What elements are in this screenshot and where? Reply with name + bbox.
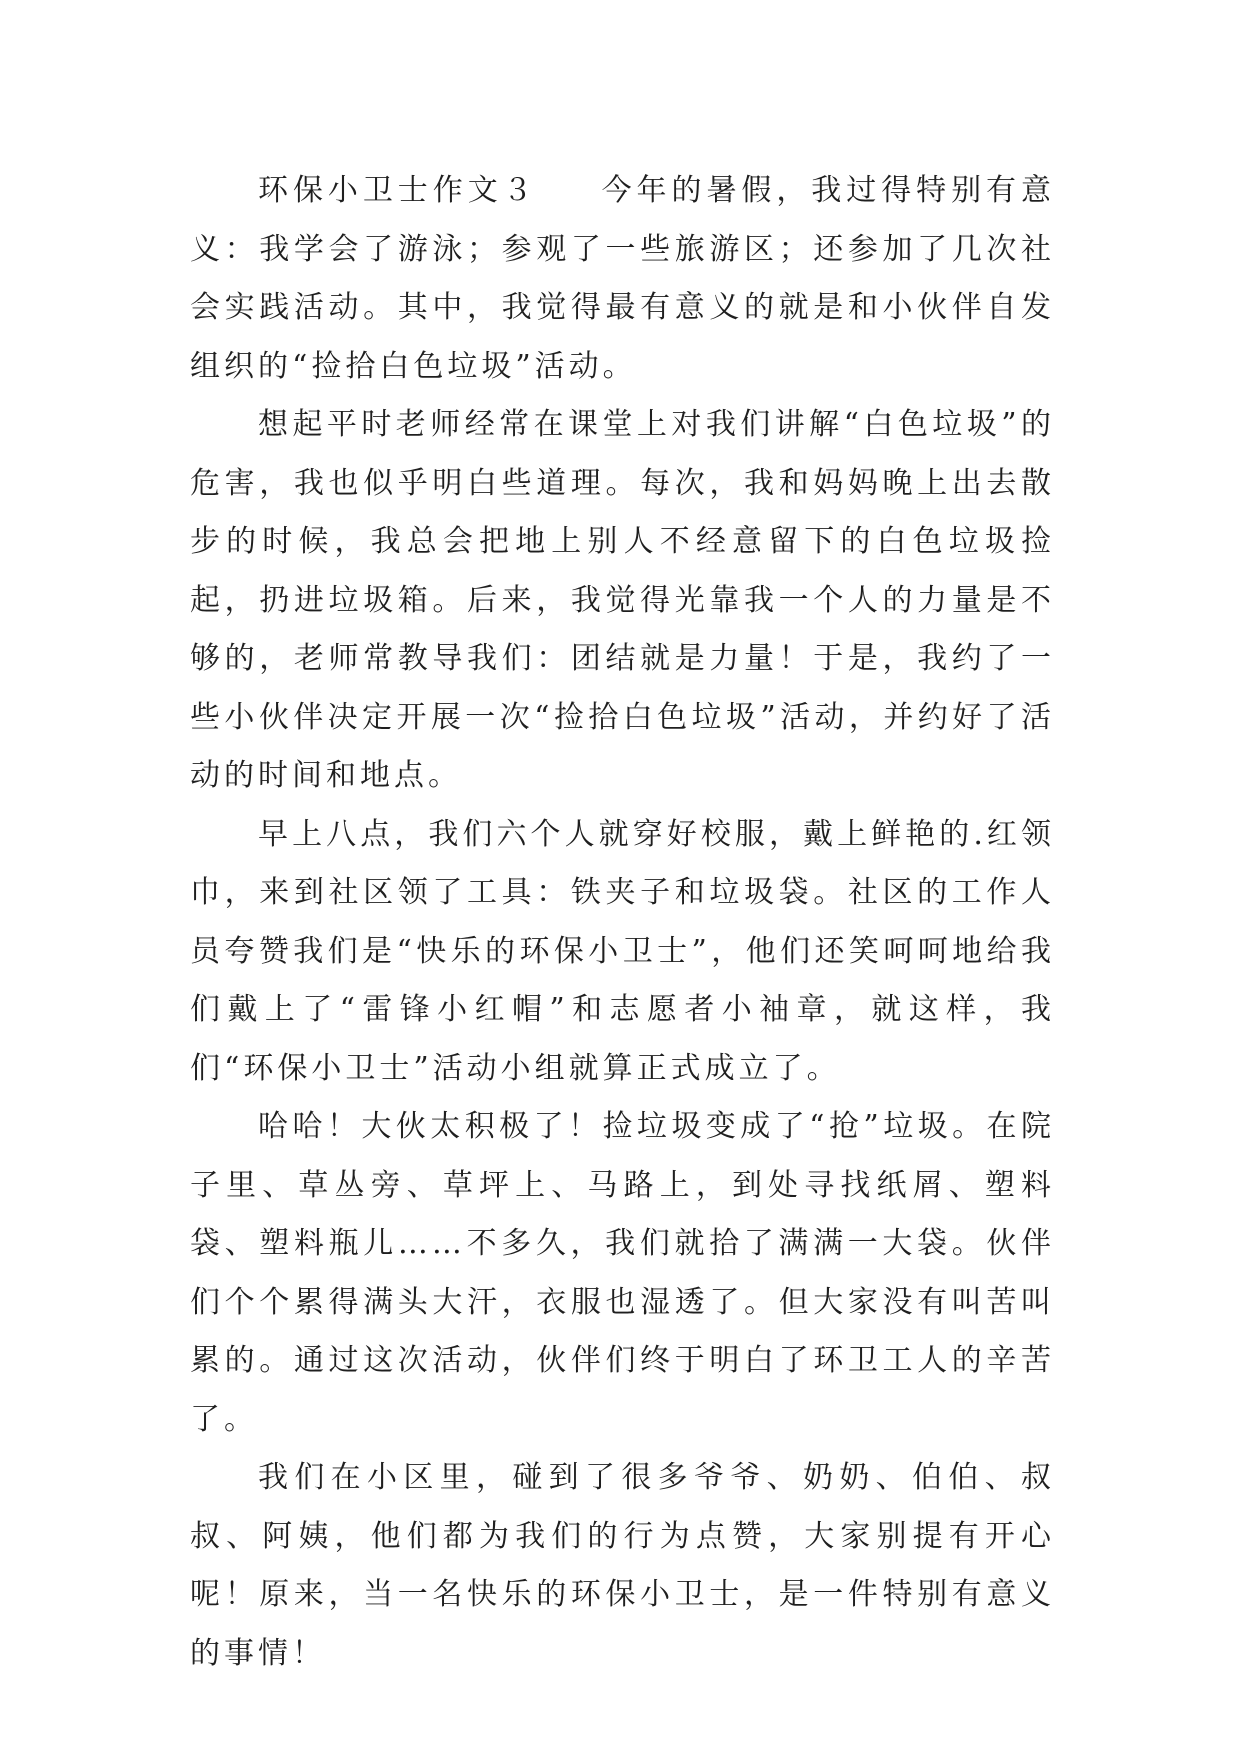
essay-paragraph-5: 我们在小区里，碰到了很多爷爷、奶奶、伯伯、叔叔、阿姨，他们都为我们的行为点赞，大家别提有开心呢！原来，当一名快乐的环保小卫士，是一件特别有意义的事情！	[190, 1460, 1055, 1671]
essay-paragraph-4: 哈哈！大伙太积极了！捡垃圾变成了“抢”垃圾。在院子里、草丛旁、草坪上、马路上，到处寻找纸屑、塑料袋、塑料瓶儿……不多久，我们就拾了满满一大袋。伙伴们个个累得满头大汗，衣服也湿透了。但大家没有叫苦叫累的。通过这次活动，伙伴们终于明白了环卫工人的辛苦了。	[190, 1109, 1055, 1437]
essay-paragraph-2: 想起平时老师经常在课堂上对我们讲解“白色垃圾”的危害，我也似乎明白些道理。每次，我和妈妈晚上出去散步的时候，我总会把地上别人不经意留下的白色垃圾捡起，扔进垃圾箱。后来，我觉得光靠我一个人的力量是不够的，老师常教导我们：团结就是力量！于是，我约了一些小伙伴决定开展一次“捡拾白色垃圾”活动，并约好了活动的时间和地点。	[190, 407, 1055, 793]
essay-paragraph-1-text: 今年的暑假，我过得特别有意义：我学会了游泳；参观了一些旅游区；还参加了几次社会实践活动。其中，我觉得最有意义的就是和小伙伴自发组织的“捡拾白色垃圾”活动。	[190, 173, 1056, 384]
essay-paragraph-1	[190, 162, 1055, 396]
essay-paragraph-3: 早上八点，我们六个人就穿好校服，戴上鲜艳的.红领巾，来到社区领了工具：铁夹子和垃圾袋。社区的工作人员夸赞我们是“快乐的环保小卫士”，他们还笑呵呵地给我们戴上了“雷锋小红帽”和志愿者小袖章，就这样，我们“环保小卫士”活动小组就算正式成立了。	[190, 816, 1055, 1086]
essay-title: 环保小卫士作文３	[258, 173, 538, 208]
essay-body	[190, 162, 1055, 1683]
